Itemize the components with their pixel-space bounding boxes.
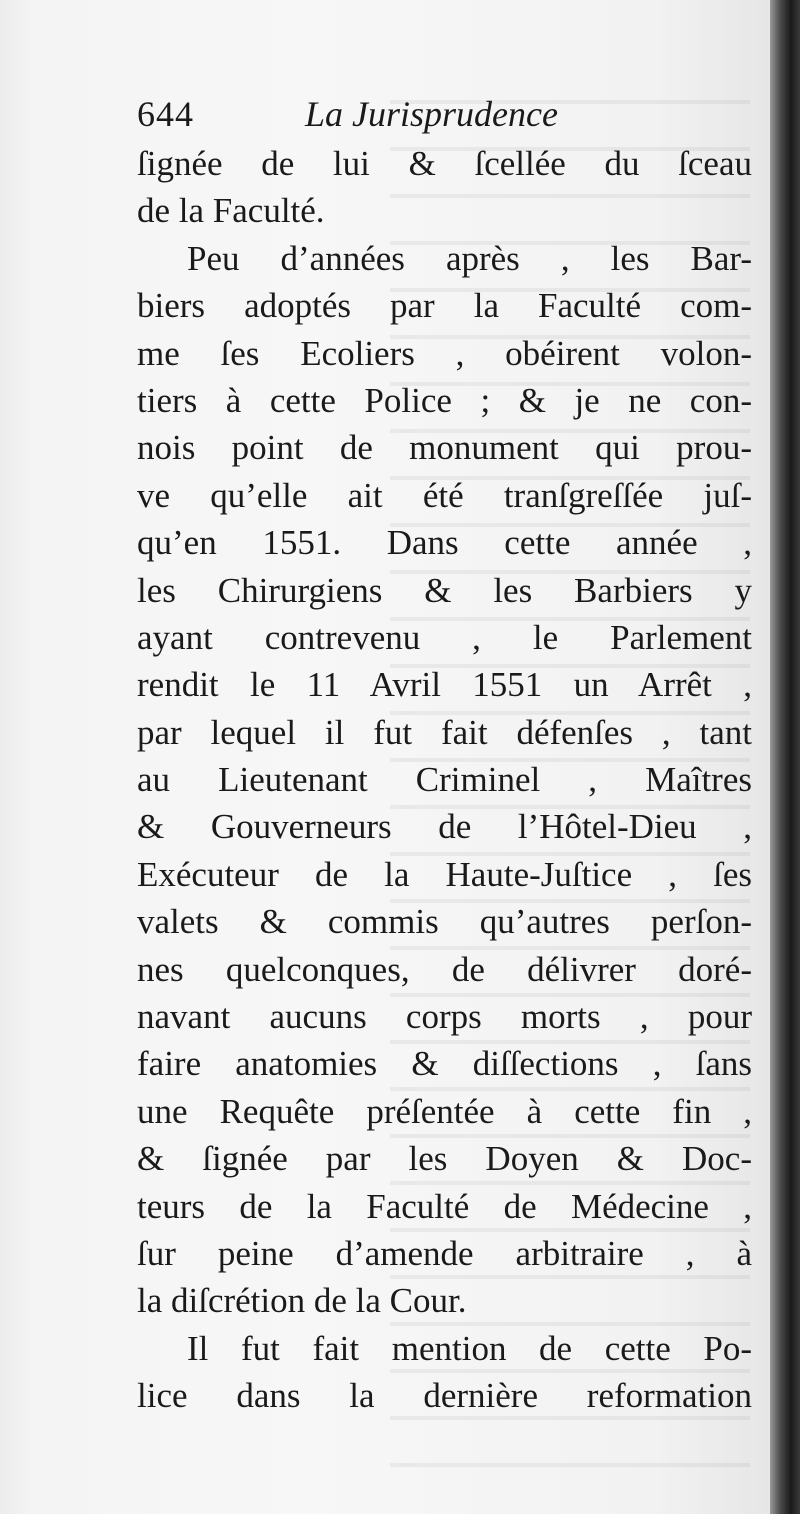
text-line: valets & commis qu’autres perſon- — [137, 902, 752, 942]
text-line: & ſignée par les Doyen & Doc- — [137, 1139, 752, 1179]
text-line: teurs de la Faculté de Médecine , — [137, 1186, 752, 1226]
text-line: qu’en 1551. Dans cette année , — [137, 523, 752, 563]
text-line: de la Faculté. — [137, 191, 325, 231]
text-line: ſignée de lui & ſcellée du ſceau — [137, 144, 752, 183]
page-header — [137, 90, 752, 138]
paragraph-1 — [137, 140, 752, 235]
text-line: ve qu’elle ait été tranſgreſſée juſ- — [137, 475, 752, 515]
text-line: faire anatomies & diſſections , ſans — [137, 1044, 752, 1084]
text-line: les Chirurgiens & les Barbiers y — [137, 570, 752, 610]
text-line: nes quelconques, de délivrer doré- — [137, 949, 752, 989]
text-line: ſur peine d’amende arbitraire , à — [137, 1233, 752, 1273]
body-text — [137, 140, 752, 1420]
text-line: ayant contrevenu , le Parlement — [137, 617, 752, 657]
text-line: biers adoptés par la Faculté com- — [137, 286, 752, 326]
text-line: nois point de monument qui prou- — [137, 428, 752, 468]
text-line: une Requête préſentée à cette fin , — [137, 1091, 752, 1131]
page-edge-shadow — [770, 0, 800, 1514]
running-title: La Jurisprudence — [305, 94, 558, 134]
text-line: Peu d’années après , les Bar- — [187, 238, 752, 278]
text-line: lice dans la dernière reformation — [137, 1376, 752, 1416]
page-number: 644 — [137, 94, 194, 134]
text-line: me ſes Ecoliers , obéirent volon- — [137, 333, 752, 373]
text-line: & Gouverneurs de l’Hôtel-Dieu , — [137, 807, 752, 847]
text-line: tiers à cette Police ; & je ne con- — [137, 380, 752, 420]
text-line: par lequel il fut fait défenſes , tant — [137, 712, 752, 752]
text-line: navant aucuns corps morts , pour — [137, 997, 752, 1037]
paragraph-3 — [137, 1325, 752, 1420]
text-line: Exécuteur de la Haute-Juſtice , ſes — [137, 854, 752, 894]
text-line: rendit le 11 Avril 1551 un Arrêt , — [137, 665, 752, 705]
text-line: Il fut fait mention de cette Po- — [187, 1328, 752, 1368]
text-line: la diſcrétion de la Cour. — [137, 1281, 467, 1321]
text-line: au Lieutenant Criminel , Maîtres — [137, 760, 752, 800]
paragraph-2 — [137, 235, 752, 1325]
